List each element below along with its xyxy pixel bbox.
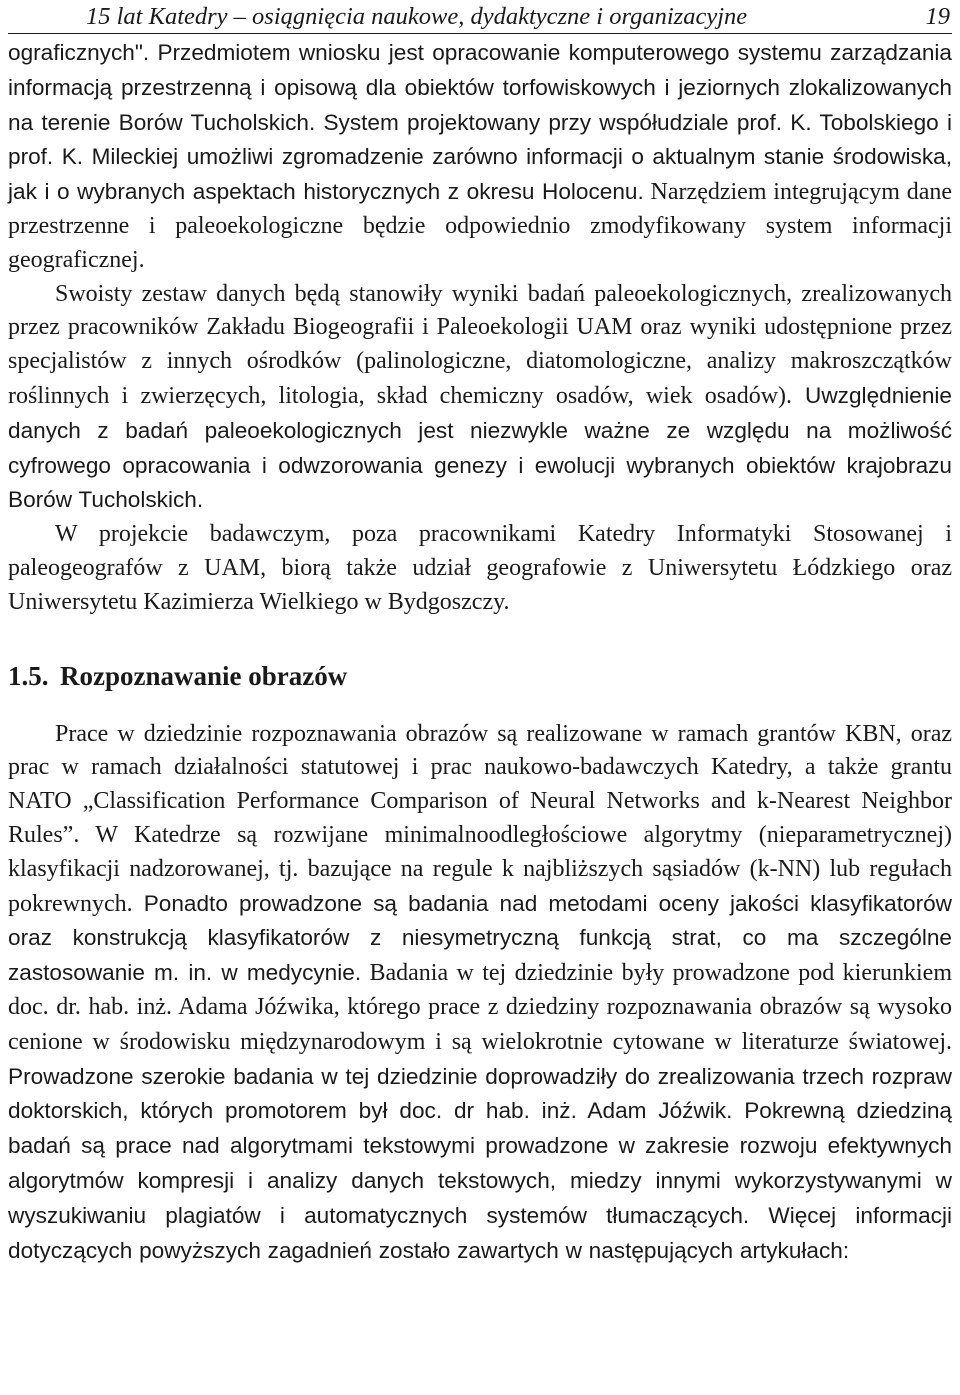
paragraph-project-partners: W projekcie badawczym, poza pracownikami Katedry Informatyki Stosowanej i paleogeografów z UAM, biorą także udział geografowie z Uniwersytetu Łódzkiego oraz Uniwersytetu Kazimierza Wielkiego w Bydgoszczy. — [8, 521, 952, 615]
paragraph-2-serif-text: Swoisty zestaw danych będą stanowiły wyniki badań paleoekologicznych, zrealizowanych przez pracowników Zakładu Biogeografii i Paleoekologii UAM oraz wyniki udostępnione przez specjalistów z innych ośrodków (palinologiczne, diatomologiczne, analizy makroszczątków roślinnych i zwierzęcych, litologia, skład chemiczny osadów, wiek osadów). — [8, 280, 952, 409]
section-heading — [8, 658, 952, 694]
paragraph-continuation — [8, 36, 952, 278]
paragraph-4-text-f: Pokrewną dziedziną badań są prace nad algorytmami tekstowymi prowadzone w zakresie rozwoju efektywnych algorytmów kompresji i analizy danych tekstowych, miedzy innymi wykorzystywanymi w wyszukiwaniu plagiatów i automatycznych systemów tłumaczących. — [8, 1098, 952, 1228]
document-page — [8, 0, 952, 1268]
section-title: Rozpoznawanie obrazów — [60, 660, 348, 691]
paragraph-4-text-a: Prace w dziedzinie rozpoznawania obrazów są realizowane w ramach grantów KBN, oraz prac w ramach działalności statutowej i prac naukowo-badawczych Katedry, a także grantu NATO „Classification Performance Comparison of Neural Networks and k-Nearest Neighbor Rules”. — [8, 720, 952, 848]
page-number: 19 — [925, 3, 950, 30]
paragraph-4-text-c: Ponadto prowadzone są badania nad metodami oceny jakości klasyfikatorów oraz konstrukcją klasyfikatorów z niesymetryczną funkcją strat, co ma szczególne zastosowanie m. in. w medycynie. — [8, 890, 952, 986]
paragraph-4-text-e: Prowadzone szerokie badania w tej dziedzinie doprowadziły do zrealizowania trzech rozpraw doktorskich, których promotorem był doc. dr hab. inż. Adam Jóźwik. — [8, 1063, 952, 1124]
paragraph-2-sans-text: Uwzględnienie danych z badań paleoekologicznych jest niezwykle ważne ze względu na możliwość cyfrowego opracowania i odwzorowania genezy i ewolucji wybranych obiektów krajobrazu Borów Tucholskich. — [8, 382, 952, 513]
paragraph-1-serif-text: Narzędziem integrującym dane przestrzenne i paleoekologiczne będzie odpowiednio zmodyfikowany system informacji geograficznej. — [8, 179, 952, 273]
paragraph-4-text-b: W Katedrze są rozwijane minimalnoodległościowe algorytmy (nieparametrycznej) klasyfikacji nadzorowanej, tj. bazujące na regule k najbliższych sąsiadów (k-NN) lub regułach pokrewnych. — [8, 821, 952, 917]
page-body — [8, 36, 952, 1268]
paragraph-4-text-g: Więcej informacji dotyczących powyższych zagadnień zostało zawartych w następujących artykułach: — [8, 1202, 952, 1263]
section-number: 1.5. — [8, 660, 49, 691]
paragraph-pattern-recognition — [8, 718, 952, 1269]
paragraph-data-sources — [8, 278, 952, 519]
paragraph-1-sans-text: ograficznych". Przedmiotem wniosku jest opracowanie komputerowego systemu zarządzania informacją przestrzenną i opisową dla obiektów torfowiskowych i jeziornych zlokalizowanych na terenie Borów Tucholskich. System projektowany przy współudziale prof. K. Tobolskiego i prof. K. Mileckiej umożliwi zgromadzenie zarówno informacji o aktualnym stanie środowiska, jak i o wybranych aspektach historycznych z okresu Holocenu. — [8, 40, 952, 205]
header-title: 15 lat Katedry – osiągnięcia naukowe, dydaktyczne i organizacyjne — [86, 3, 748, 30]
paragraph-4-text-d: Badania w tej dziedzinie były prowadzone pod kierunkiem doc. dr. hab. inż. Adama Jóźwika, którego prace z dziedziny rozpoznawania obrazów są wysoko cenione w środowisku międzynarodowym i są wielokrotnie cytowane w literaturze światowej. — [8, 960, 952, 1055]
running-header — [8, 0, 952, 34]
